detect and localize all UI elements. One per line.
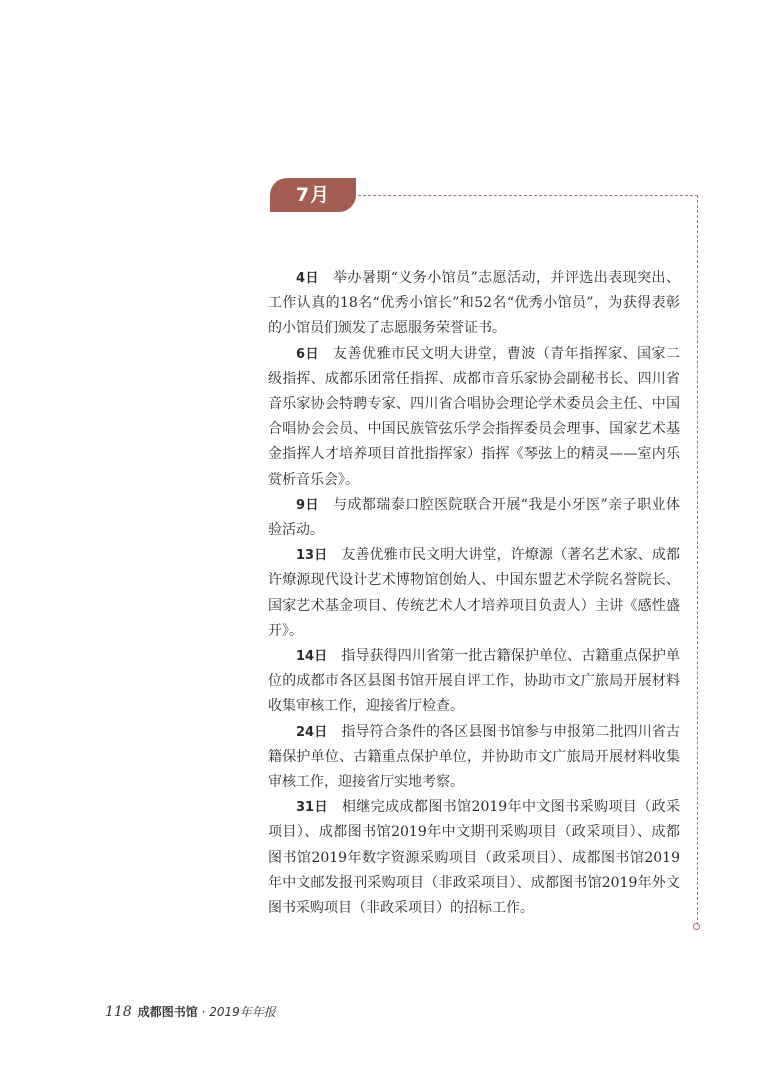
dotted-border-right — [697, 195, 698, 925]
chronicle-entry — [268, 342, 680, 493]
chronicle-entry — [268, 493, 680, 543]
report-title: 成都图书馆 — [137, 1005, 198, 1019]
entry-text: 与成都瑞泰口腔医院联合开展“我是小牙医”亲子职业体验活动。 — [268, 496, 680, 539]
entry-day: 14日 — [296, 649, 328, 665]
dotted-border-top — [358, 195, 698, 196]
entry-text: 指导获得四川省第一批古籍保护单位、古籍重点保护单位的成都市各区县图书馆开展自评工作，协助市文广旅局开展材料收集审核工作，迎接省厅检查。 — [268, 648, 681, 715]
entry-day: 13日 — [296, 548, 328, 564]
entry-text: 指导符合条件的各区县图书馆参与申报第二批四川省古籍保护单位、古籍重点保护单位，并协助市文广旅局开展材料收集审核工作，迎接省厅实地考察。 — [268, 723, 681, 791]
border-end-circle-icon — [693, 923, 700, 930]
page-number: 118 — [105, 1004, 132, 1020]
entry-day: 31日 — [296, 800, 328, 816]
entry-text: 相继完成成都图书馆2019年中文图书采购项目（政采项目）、成都图书馆2019年中文期刊采购项目（政采项目）、成都图书馆2019年数字资源采购项目（政采项目）、成都图书馆2019年中文邮发报刊采购项目（非政采项目）、成都图书馆2019年外文图书采购项目（非政采项目）的招标工作。 — [268, 799, 680, 917]
chronicle-entry — [268, 543, 680, 644]
report-subtitle: 2019年年报 — [209, 1005, 276, 1019]
entry-day: 9日 — [296, 497, 319, 513]
entry-text: 举办暑期“义务小馆员”志愿活动，并评选出表现突出、工作认真的18名“优秀小馆长”和52名“优秀小馆员”，为获得表彰的小馆员们颁发了志愿服务荣誉证书。 — [268, 270, 680, 337]
footer-separator: · — [197, 1005, 210, 1019]
chronicle-entry — [268, 795, 680, 921]
chronicle-entry — [268, 720, 680, 796]
entry-text: 友善优雅市民文明大讲堂，曹波（青年指挥家、国家二级指挥、成都乐团常任指挥、成都市音乐家协会副秘书长、四川省音乐家协会特聘专家、四川省合唱协会理论学术委员会主任、中国合唱协会会员、中国民族管弦乐学会指挥委员会理事、国家艺术基金指挥人才培养项目首批指挥家）指挥《琴弦上的精灵——室内乐赏析音乐会》。 — [268, 345, 681, 488]
entry-day: 6日 — [296, 346, 320, 362]
entry-text: 友善优雅市民文明大讲堂，许燎源（著名艺术家、成都许燎源现代设计艺术博物馆创始人、中国东盟艺术学院名誉院长、国家艺术基金项目、传统艺术人才培养项目负责人）主讲《感性盛开》。 — [268, 547, 681, 639]
chronicle-entry — [268, 644, 680, 720]
entry-day: 4日 — [296, 271, 319, 286]
page-footer — [105, 1003, 276, 1020]
chronicle-entries — [268, 266, 680, 921]
entry-day: 24日 — [296, 724, 328, 740]
chronicle-entry — [268, 266, 680, 342]
month-tab: 7月 — [270, 178, 356, 212]
